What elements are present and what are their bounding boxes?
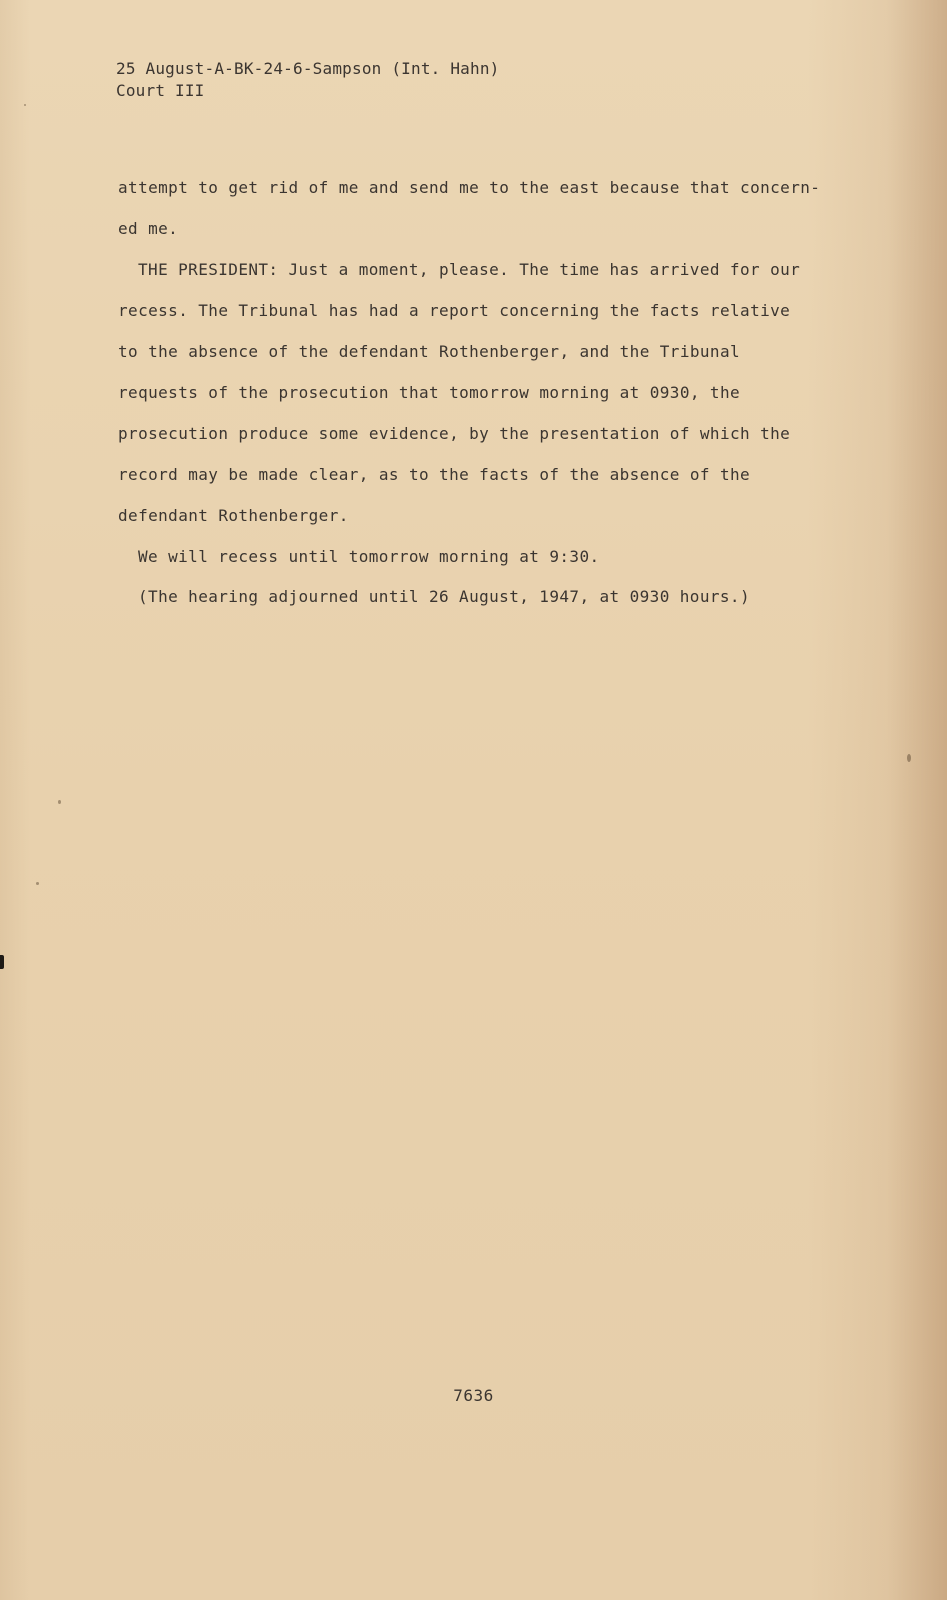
transcript-line: recess. The Tribunal has had a report concerning the facts relative xyxy=(118,301,791,320)
header-court: Court III xyxy=(116,81,205,100)
transcript-line: defendant Rothenberger. xyxy=(118,506,349,525)
transcript-line: prosecution produce some evidence, by the presentation of which the xyxy=(118,424,791,443)
transcript-line: requests of the prosecution that tomorrow morning at 0930, the xyxy=(118,383,741,402)
transcript-line: to the absence of the defendant Rothenberger, and the Tribunal xyxy=(118,342,741,361)
transcript-body xyxy=(118,172,838,622)
document-header xyxy=(116,58,499,102)
paper-speck xyxy=(907,754,911,762)
transcript-line: attempt to get rid of me and send me to the east because that concern- xyxy=(118,178,821,197)
binding-hole-mark xyxy=(0,955,4,969)
header-reference: 25 August-A-BK-24-6-Sampson (Int. Hahn) xyxy=(116,59,500,78)
adjournment-note: (The hearing adjourned until 26 August, 1947, at 0930 hours.) xyxy=(138,587,751,606)
page-number: 7636 xyxy=(453,1386,494,1405)
paper-speck xyxy=(58,800,61,804)
transcript-line: record may be made clear, as to the facts of the absence of the xyxy=(118,465,751,484)
recess-statement: We will recess until tomorrow morning at 9:30. xyxy=(138,547,600,566)
paper-speck xyxy=(36,882,39,885)
transcript-line: ed me. xyxy=(118,219,179,238)
president-statement-start: THE PRESIDENT: Just a moment, please. The time has arrived for our xyxy=(138,260,801,279)
paper-speck xyxy=(24,104,26,106)
